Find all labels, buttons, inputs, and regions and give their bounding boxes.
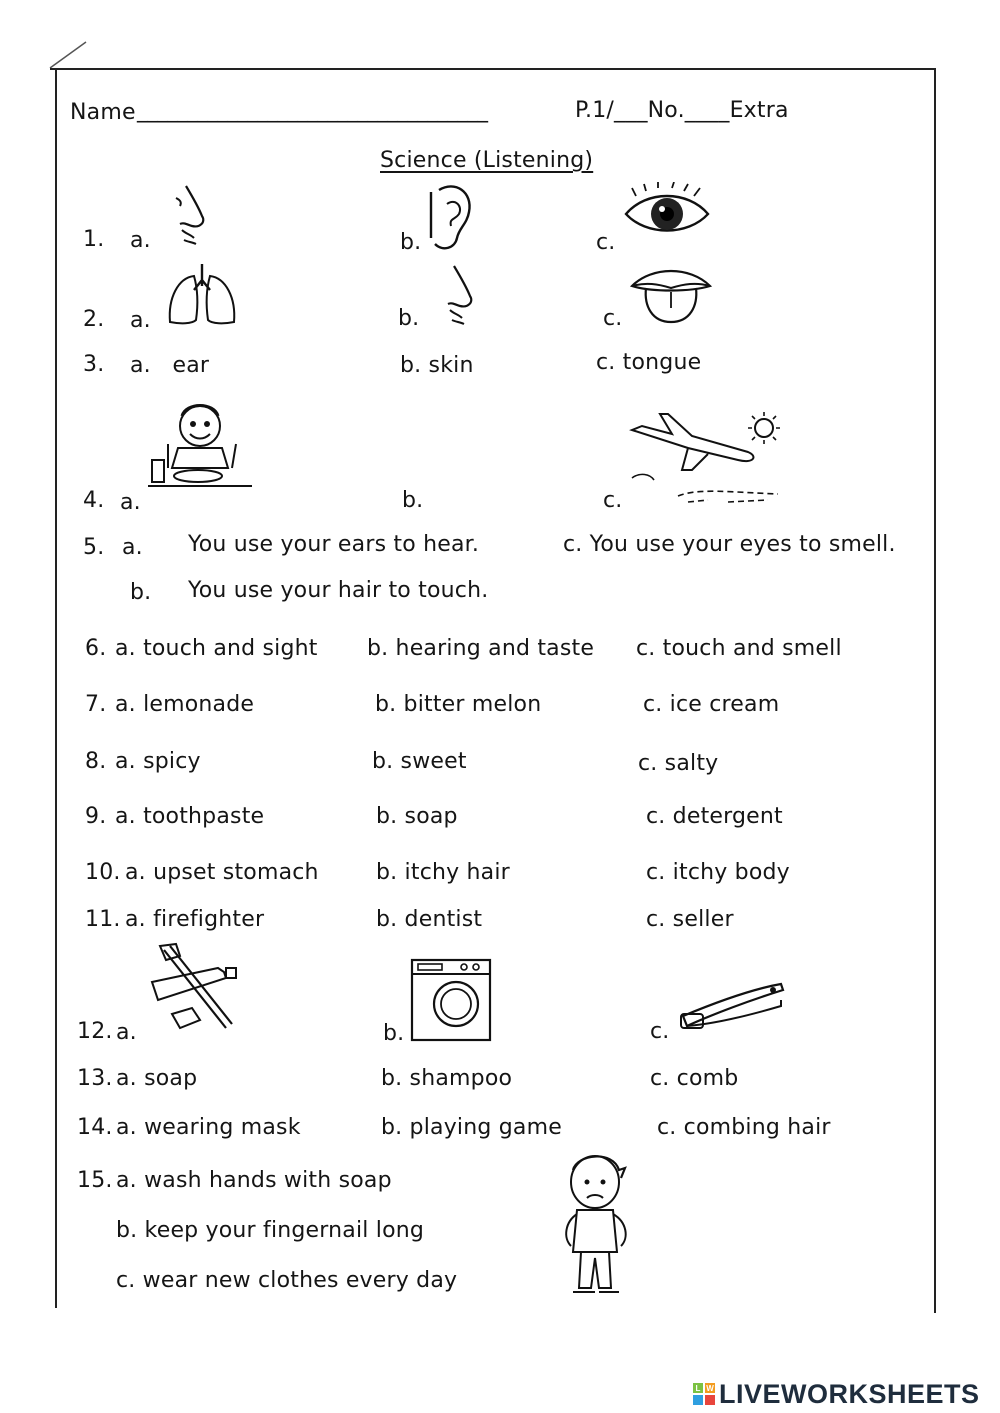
- q13-option-a[interactable]: a. soap: [116, 1066, 198, 1091]
- eye-icon: [622, 182, 712, 242]
- q4-number: 4.: [83, 488, 105, 513]
- q10-option-a[interactable]: a. upset stomach: [125, 860, 319, 885]
- name-line[interactable]: ___________________________________: [137, 98, 487, 123]
- q2-option-c[interactable]: c.: [603, 306, 623, 331]
- q5-number: 5.: [83, 535, 105, 560]
- watermark-text: LIVEWORKSHEETS: [719, 1378, 980, 1409]
- name-label: Name: [70, 100, 136, 125]
- tongue-icon: [628, 262, 714, 326]
- svg-text:W: W: [706, 1384, 714, 1393]
- washing-machine-icon: [408, 956, 494, 1044]
- q15-option-b[interactable]: b. keep your fingernail long: [116, 1218, 425, 1243]
- airplane-icon: [628, 408, 786, 506]
- q11-option-a[interactable]: a. firefighter: [125, 907, 265, 932]
- q8-option-c[interactable]: c. salty: [638, 751, 719, 776]
- q15-number: 15.: [77, 1168, 113, 1193]
- q6-option-b[interactable]: b. hearing and taste: [367, 636, 595, 661]
- q12-option-c[interactable]: c.: [650, 1019, 670, 1044]
- q10-option-c[interactable]: c. itchy body: [646, 860, 790, 885]
- q9-option-b[interactable]: b. soap: [376, 804, 458, 829]
- q6-number: 6.: [85, 636, 107, 661]
- q5-option-c[interactable]: c. You use your eyes to smell.: [563, 532, 896, 557]
- q14-option-a[interactable]: a. wearing mask: [116, 1115, 301, 1140]
- q11-number: 11.: [85, 907, 121, 932]
- q14-option-b[interactable]: b. playing game: [381, 1115, 562, 1140]
- q1-number: 1.: [83, 227, 105, 252]
- q3-option-b[interactable]: b. skin: [400, 353, 474, 378]
- q1-option-a[interactable]: a.: [130, 228, 151, 253]
- page-title: Science (Listening): [380, 148, 594, 173]
- frame-right-border: [934, 68, 936, 1313]
- q15-option-c[interactable]: c. wear new clothes every day: [116, 1268, 458, 1293]
- q7-option-c[interactable]: c. ice cream: [643, 692, 780, 717]
- q14-option-c[interactable]: c. combing hair: [657, 1115, 831, 1140]
- sad-boy-icon: [555, 1148, 639, 1298]
- q8-option-b[interactable]: b. sweet: [372, 749, 467, 774]
- q1-option-c[interactable]: c.: [596, 230, 616, 255]
- q7-option-b[interactable]: b. bitter melon: [375, 692, 542, 717]
- q9-number: 9.: [85, 804, 107, 829]
- class-number-label: P.1/___No.____Extra: [575, 98, 789, 123]
- q3-option-a[interactable]: a. ear: [130, 353, 210, 378]
- q6-option-a[interactable]: a. touch and sight: [115, 636, 318, 661]
- toothbrush-toothpaste-icon: [146, 942, 240, 1034]
- liveworksheets-logo-icon: [693, 1383, 715, 1405]
- svg-text:L: L: [695, 1384, 701, 1393]
- q4-option-b[interactable]: b.: [402, 488, 424, 513]
- nose-icon: [172, 182, 212, 246]
- q9-option-a[interactable]: a. toothpaste: [115, 804, 265, 829]
- q6-option-c[interactable]: c. touch and smell: [636, 636, 842, 661]
- q3-number: 3.: [83, 352, 105, 377]
- q1-option-b[interactable]: b.: [400, 230, 422, 255]
- q2-option-a[interactable]: a.: [130, 308, 151, 333]
- q7-option-a[interactable]: a. lemonade: [115, 692, 255, 717]
- q12-number: 12.: [77, 1019, 113, 1044]
- q7-number: 7.: [85, 692, 107, 717]
- q11-option-c[interactable]: c. seller: [646, 907, 734, 932]
- q4-option-c[interactable]: c.: [603, 488, 623, 513]
- liveworksheets-watermark: [693, 1378, 980, 1410]
- q11-option-b[interactable]: b. dentist: [376, 907, 483, 932]
- nail-clipper-icon: [677, 976, 787, 1036]
- q4-option-a[interactable]: a.: [120, 490, 141, 515]
- q13-number: 13.: [77, 1066, 113, 1091]
- q2-option-b[interactable]: b.: [398, 306, 420, 331]
- q2-number: 2.: [83, 307, 105, 332]
- q5-option-b[interactable]: You use your hair to touch.: [188, 578, 489, 603]
- frame-left-border: [55, 68, 57, 1308]
- nose-icon: [440, 262, 480, 326]
- q12-option-b[interactable]: b.: [383, 1021, 405, 1046]
- corner-mark: [48, 40, 88, 70]
- q8-number: 8.: [85, 749, 107, 774]
- boy-eating-icon: [148, 398, 252, 492]
- q9-option-c[interactable]: c. detergent: [646, 804, 783, 829]
- q13-option-c[interactable]: c. comb: [650, 1066, 739, 1091]
- q14-number: 14.: [77, 1115, 113, 1140]
- q13-option-b[interactable]: b. shampoo: [381, 1066, 513, 1091]
- q8-option-a[interactable]: a. spicy: [115, 749, 201, 774]
- lungs-icon: [164, 262, 240, 328]
- q5-option-a-letter[interactable]: a.: [122, 535, 143, 560]
- q5-option-b-letter[interactable]: b.: [130, 580, 152, 605]
- ear-icon: [425, 182, 475, 254]
- q15-option-a[interactable]: a. wash hands with soap: [116, 1168, 392, 1193]
- q10-option-b[interactable]: b. itchy hair: [376, 860, 510, 885]
- frame-top-border: [50, 68, 935, 70]
- q5-option-a[interactable]: You use your ears to hear.: [188, 532, 480, 557]
- q3-option-c[interactable]: c. tongue: [596, 350, 702, 375]
- q10-number: 10.: [85, 860, 121, 885]
- q12-option-a[interactable]: a.: [116, 1020, 137, 1045]
